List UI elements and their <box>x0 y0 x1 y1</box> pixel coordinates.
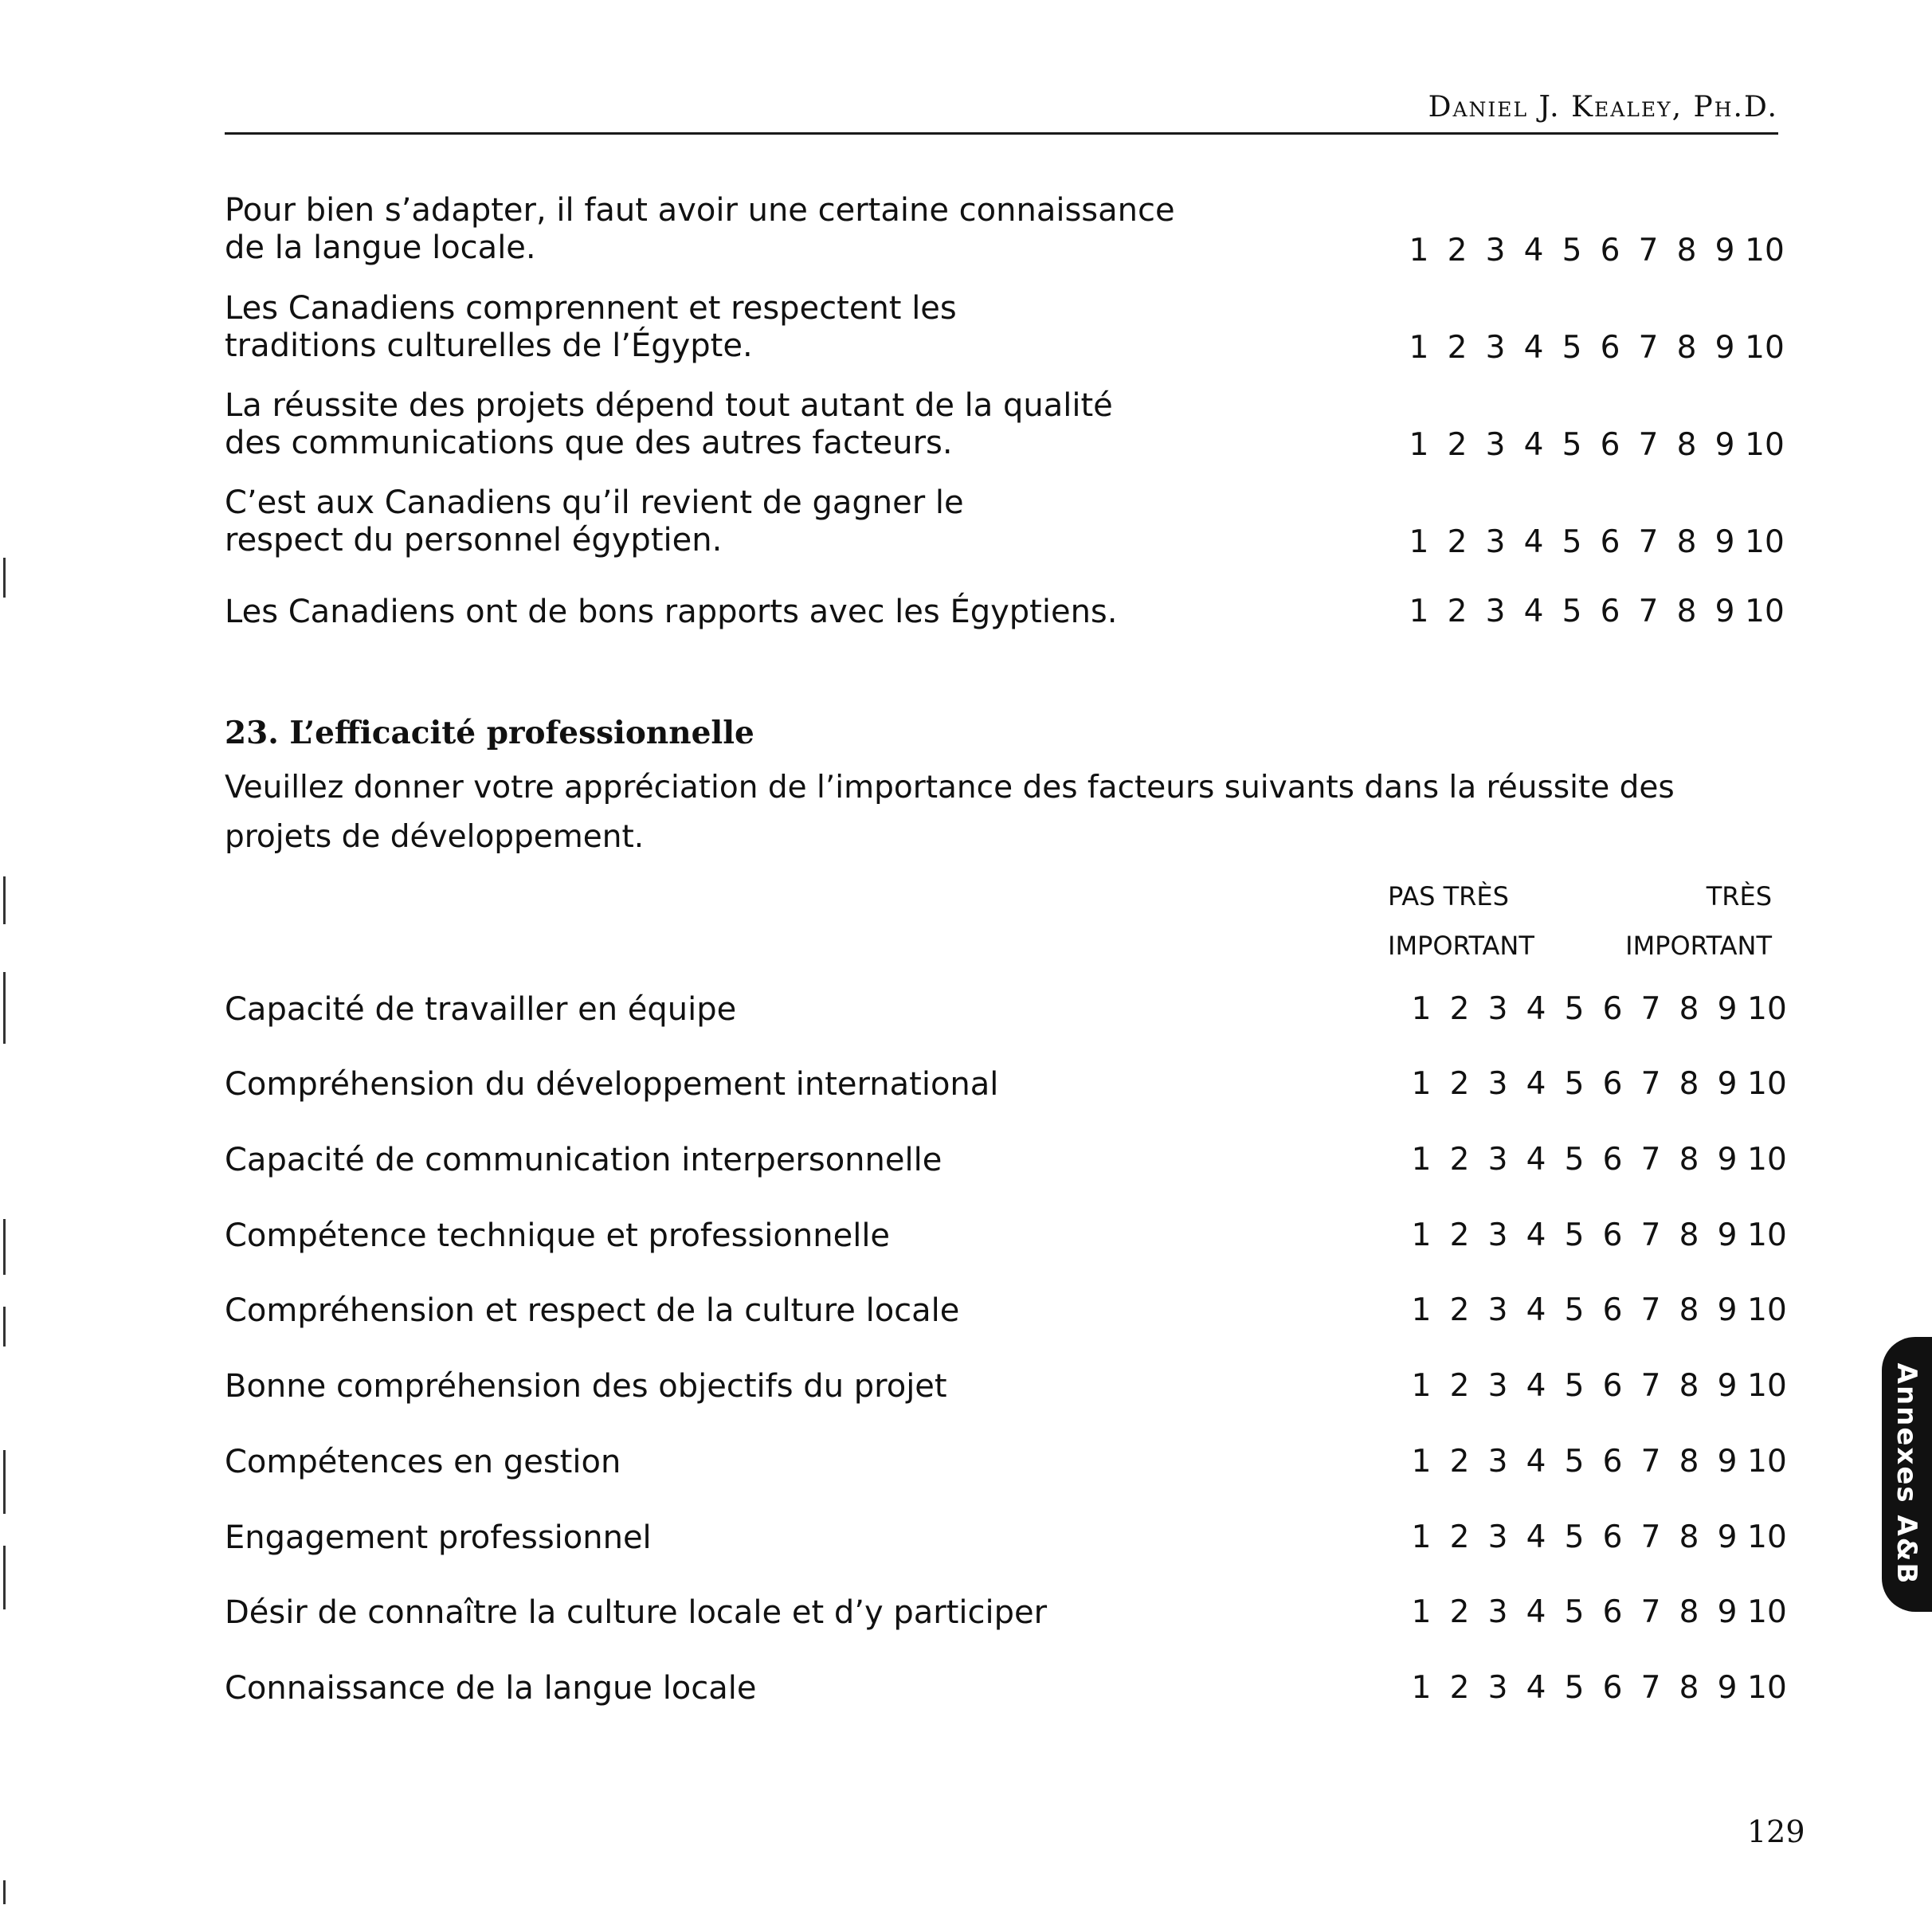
scale-value[interactable]: 3 <box>1487 1444 1508 1480</box>
scale-value[interactable]: 5 <box>1564 991 1585 1027</box>
scale-value[interactable]: 6 <box>1602 1066 1623 1102</box>
author-name: Daniel J. Kealey, Ph.D. <box>1428 91 1778 123</box>
scale-value[interactable]: 5 <box>1564 1368 1585 1404</box>
scale-value[interactable]: 9 <box>1717 1217 1738 1253</box>
rating-scale <box>1400 233 1785 269</box>
scale-value[interactable]: 9 <box>1717 1292 1738 1328</box>
scale-value[interactable]: 8 <box>1679 1066 1699 1102</box>
factor-4: Compétence technique et professionnelle <box>225 1217 891 1254</box>
scale-value[interactable]: 1 <box>1409 427 1429 463</box>
scale-value[interactable]: 10 <box>1747 1444 1787 1480</box>
margin-mark <box>3 1219 6 1275</box>
scale-value[interactable]: 1 <box>1411 1142 1432 1178</box>
rating-scale <box>1402 1142 1788 1178</box>
factor-10: Connaissance de la langue locale <box>225 1670 757 1707</box>
scale-value[interactable]: 2 <box>1447 427 1468 463</box>
scale-value[interactable]: 9 <box>1715 427 1735 463</box>
scale-value[interactable]: 10 <box>1747 1670 1787 1706</box>
scale-value[interactable]: 8 <box>1676 330 1697 366</box>
scale-value[interactable]: 3 <box>1485 524 1506 560</box>
scale-value[interactable]: 8 <box>1676 427 1697 463</box>
scale-value[interactable]: 10 <box>1747 991 1787 1027</box>
side-tab-label: Annexes A&B <box>1891 1362 1922 1586</box>
scale-value[interactable]: 3 <box>1485 594 1506 629</box>
scale-value[interactable]: 6 <box>1602 1292 1623 1328</box>
scale-value[interactable]: 4 <box>1523 594 1544 629</box>
scale-value[interactable]: 6 <box>1602 1594 1623 1630</box>
statement-line: C’est aux Canadiens qu’il revient de gagner le <box>225 484 964 521</box>
scale-value[interactable]: 3 <box>1487 1594 1508 1630</box>
rating-scale <box>1402 1292 1788 1329</box>
rating-scale <box>1402 1594 1788 1631</box>
rating-scale <box>1402 1368 1788 1405</box>
rating-scale <box>1402 991 1788 1028</box>
scale-value[interactable]: 7 <box>1640 1519 1661 1555</box>
scale-value[interactable]: 9 <box>1717 1594 1738 1630</box>
scale-value[interactable]: 1 <box>1411 991 1432 1027</box>
scale-value[interactable]: 3 <box>1485 233 1506 269</box>
scale-value[interactable]: 1 <box>1411 1444 1432 1480</box>
rating-scale <box>1400 594 1785 630</box>
statement-4 <box>225 484 964 559</box>
scale-value[interactable]: 7 <box>1638 233 1659 269</box>
margin-mark <box>3 1546 6 1609</box>
scale-value[interactable]: 8 <box>1679 1594 1699 1630</box>
rating-scale <box>1402 1519 1788 1556</box>
scale-value[interactable]: 9 <box>1715 594 1735 629</box>
scale-value[interactable]: 8 <box>1679 1670 1699 1706</box>
scale-value[interactable]: 8 <box>1676 594 1697 629</box>
scale-value[interactable]: 3 <box>1487 991 1508 1027</box>
scale-value[interactable]: 2 <box>1449 1670 1470 1706</box>
scale-value[interactable]: 6 <box>1602 991 1623 1027</box>
scale-value[interactable]: 2 <box>1447 524 1468 560</box>
scale-value[interactable]: 7 <box>1638 524 1659 560</box>
scale-value[interactable]: 2 <box>1449 1444 1470 1480</box>
scale-value[interactable]: 5 <box>1564 1066 1585 1102</box>
scale-value[interactable]: 4 <box>1526 1444 1546 1480</box>
scale-value[interactable]: 9 <box>1717 1670 1738 1706</box>
scale-value[interactable]: 6 <box>1602 1368 1623 1404</box>
rating-scale <box>1402 1066 1788 1103</box>
scale-value[interactable]: 7 <box>1640 1292 1661 1328</box>
margin-mark <box>3 1450 6 1514</box>
factor-3: Capacité de communication interpersonnelle <box>225 1142 942 1178</box>
scale-value[interactable]: 10 <box>1745 330 1785 366</box>
scale-value[interactable]: 10 <box>1747 1066 1787 1102</box>
margin-mark <box>3 1307 6 1346</box>
factor-8: Engagement professionnel <box>225 1519 652 1556</box>
scale-value[interactable]: 2 <box>1449 1594 1470 1630</box>
scale-value[interactable]: 3 <box>1487 1292 1508 1328</box>
page-number: 129 <box>1747 1814 1805 1849</box>
scale-value[interactable]: 10 <box>1747 1292 1787 1328</box>
scale-value[interactable]: 3 <box>1487 1519 1508 1555</box>
statement-line: La réussite des projets dépend tout autant de la qualité <box>225 387 1113 424</box>
scale-value[interactable]: 7 <box>1640 1670 1661 1706</box>
scale-value[interactable]: 4 <box>1526 1292 1546 1328</box>
scale-value[interactable]: 8 <box>1676 233 1697 269</box>
factor-6: Bonne compréhension des objectifs du projet <box>225 1368 947 1405</box>
scale-value[interactable]: 8 <box>1676 524 1697 560</box>
section-title: 23. L’efficacité professionnelle <box>225 715 754 751</box>
scale-value[interactable]: 8 <box>1679 1519 1699 1555</box>
scale-value[interactable]: 4 <box>1526 1142 1546 1178</box>
scale-value[interactable]: 3 <box>1487 1142 1508 1178</box>
scale-value[interactable]: 10 <box>1747 1368 1787 1404</box>
scale-value[interactable]: 5 <box>1564 1292 1585 1328</box>
scale-value[interactable]: 4 <box>1526 1594 1546 1630</box>
statement-2 <box>225 290 957 365</box>
scale-value[interactable]: 4 <box>1526 991 1546 1027</box>
scale-value[interactable]: 3 <box>1487 1368 1508 1404</box>
scale-value[interactable]: 7 <box>1640 1066 1661 1102</box>
scale-value[interactable]: 9 <box>1715 524 1735 560</box>
scale-value[interactable]: 7 <box>1640 1444 1661 1480</box>
scale-value[interactable]: 6 <box>1602 1444 1623 1480</box>
scale-value[interactable]: 8 <box>1679 991 1699 1027</box>
scale-value[interactable]: 9 <box>1717 1444 1738 1480</box>
scale-value[interactable]: 5 <box>1562 427 1582 463</box>
section-instructions: Veuillez donner votre appréciation de l’importance des facteurs suivants dans la réussite des projets de développement. <box>225 770 1675 855</box>
factor-2: Compréhension du développement international <box>225 1066 999 1103</box>
scale-value[interactable]: 3 <box>1485 427 1506 463</box>
scale-value[interactable]: 2 <box>1449 1368 1470 1404</box>
scale-value[interactable]: 5 <box>1562 594 1582 629</box>
scale-value[interactable]: 10 <box>1745 427 1785 463</box>
rating-scale <box>1400 524 1785 561</box>
scale-value[interactable]: 5 <box>1562 524 1582 560</box>
scale-high-caption <box>1620 872 1772 970</box>
scale-value[interactable]: 9 <box>1717 1368 1738 1404</box>
scale-value[interactable]: 10 <box>1747 1217 1787 1253</box>
scale-value[interactable]: 1 <box>1409 330 1429 366</box>
statement-5 <box>225 594 1118 631</box>
statement-line: Pour bien s’adapter, il faut avoir une certaine connaissance <box>225 192 1175 229</box>
scale-value[interactable]: 6 <box>1600 233 1620 269</box>
scale-high-line: TRÈS <box>1706 881 1772 911</box>
scale-value[interactable]: 4 <box>1526 1066 1546 1102</box>
factor-1: Capacité de travailler en équipe <box>225 991 737 1028</box>
scale-value[interactable]: 2 <box>1449 1519 1470 1555</box>
scale-value[interactable]: 2 <box>1449 1066 1470 1102</box>
scale-value[interactable]: 10 <box>1745 594 1785 629</box>
scale-value[interactable]: 7 <box>1640 1217 1661 1253</box>
page-header <box>225 86 1778 135</box>
scale-value[interactable]: 9 <box>1717 1142 1738 1178</box>
scale-low-line: IMPORTANT <box>1388 931 1534 961</box>
margin-mark <box>3 876 6 924</box>
statement-line: traditions culturelles de l’Égypte. <box>225 327 753 364</box>
scale-value[interactable]: 2 <box>1449 1292 1470 1328</box>
scale-value[interactable]: 10 <box>1745 233 1785 269</box>
scale-value[interactable]: 4 <box>1526 1368 1546 1404</box>
scale-value[interactable]: 6 <box>1600 427 1620 463</box>
scale-low-caption <box>1388 872 1534 970</box>
scale-value[interactable]: 6 <box>1602 1519 1623 1555</box>
scale-value[interactable]: 2 <box>1447 233 1468 269</box>
scale-high-line: IMPORTANT <box>1625 931 1772 961</box>
scale-value[interactable]: 2 <box>1447 330 1468 366</box>
factor-7: Compétences en gestion <box>225 1444 621 1480</box>
scale-value[interactable]: 1 <box>1409 594 1429 629</box>
scale-value[interactable]: 1 <box>1411 1670 1432 1706</box>
scale-value[interactable]: 1 <box>1411 1292 1432 1328</box>
margin-mark <box>3 1880 6 1904</box>
scale-value[interactable]: 7 <box>1640 1594 1661 1630</box>
scale-value[interactable]: 9 <box>1717 1066 1738 1102</box>
scale-value[interactable]: 7 <box>1638 330 1659 366</box>
scale-value[interactable]: 5 <box>1564 1670 1585 1706</box>
section-side-tab[interactable] <box>1882 1337 1932 1612</box>
scale-value[interactable]: 5 <box>1564 1594 1585 1630</box>
scale-value[interactable]: 2 <box>1449 1217 1470 1253</box>
scale-value[interactable]: 5 <box>1562 233 1582 269</box>
scale-value[interactable]: 10 <box>1747 1594 1787 1630</box>
scale-value[interactable]: 6 <box>1602 1142 1623 1178</box>
scale-value[interactable]: 7 <box>1640 991 1661 1027</box>
scale-value[interactable]: 4 <box>1526 1519 1546 1555</box>
scale-value[interactable]: 1 <box>1411 1066 1432 1102</box>
rating-scale <box>1400 330 1785 367</box>
scale-value[interactable]: 4 <box>1526 1670 1546 1706</box>
scale-value[interactable]: 5 <box>1564 1519 1585 1555</box>
scale-value[interactable]: 9 <box>1717 991 1738 1027</box>
scale-value[interactable]: 1 <box>1411 1594 1432 1630</box>
scale-value[interactable]: 8 <box>1679 1217 1699 1253</box>
scale-low-line: PAS TRÈS <box>1388 881 1509 911</box>
scale-value[interactable]: 10 <box>1745 524 1785 560</box>
scale-value[interactable]: 3 <box>1487 1066 1508 1102</box>
rating-scale <box>1402 1444 1788 1480</box>
scale-value[interactable]: 8 <box>1679 1444 1699 1480</box>
scale-value[interactable]: 3 <box>1487 1217 1508 1253</box>
scale-value[interactable]: 8 <box>1679 1292 1699 1328</box>
scale-value[interactable]: 1 <box>1409 233 1429 269</box>
rating-scale <box>1402 1670 1788 1707</box>
rating-scale <box>1400 427 1785 464</box>
scale-value[interactable]: 7 <box>1640 1142 1661 1178</box>
scale-value[interactable]: 5 <box>1562 330 1582 366</box>
scale-value[interactable]: 2 <box>1449 991 1470 1027</box>
scale-value[interactable]: 7 <box>1640 1368 1661 1404</box>
scale-value[interactable]: 5 <box>1564 1444 1585 1480</box>
statement-3 <box>225 387 1113 462</box>
scale-value[interactable]: 6 <box>1602 1670 1623 1706</box>
scale-value[interactable]: 3 <box>1487 1670 1508 1706</box>
margin-mark <box>3 972 6 1044</box>
scale-value[interactable]: 1 <box>1411 1368 1432 1404</box>
statement-line: Les Canadiens ont de bons rapports avec les Égyptiens. <box>225 594 1118 630</box>
factor-5: Compréhension et respect de la culture locale <box>225 1292 960 1329</box>
scale-value[interactable]: 4 <box>1523 233 1544 269</box>
scale-value[interactable]: 4 <box>1523 330 1544 366</box>
scale-value[interactable]: 5 <box>1564 1142 1585 1178</box>
scale-value[interactable]: 8 <box>1679 1142 1699 1178</box>
scale-value[interactable]: 6 <box>1602 1217 1623 1253</box>
scale-value[interactable]: 10 <box>1747 1142 1787 1178</box>
scale-value[interactable]: 4 <box>1523 524 1544 560</box>
statement-line: respect du personnel égyptien. <box>225 522 723 559</box>
statement-line: de la langue locale. <box>225 229 536 266</box>
scale-value[interactable]: 1 <box>1411 1217 1432 1253</box>
statement-1 <box>225 192 1175 267</box>
scale-value[interactable]: 6 <box>1600 330 1620 366</box>
scale-value[interactable]: 2 <box>1447 594 1468 629</box>
statement-line: des communications que des autres facteurs. <box>225 425 953 461</box>
margin-mark <box>3 558 6 598</box>
scale-value[interactable]: 2 <box>1449 1142 1470 1178</box>
scale-value[interactable]: 5 <box>1564 1217 1585 1253</box>
scale-value[interactable]: 8 <box>1679 1368 1699 1404</box>
scale-value[interactable]: 9 <box>1715 330 1735 366</box>
statement-line: Les Canadiens comprennent et respectent les <box>225 290 957 327</box>
scale-value[interactable]: 9 <box>1715 233 1735 269</box>
factor-9: Désir de connaître la culture locale et d’y participer <box>225 1594 1048 1631</box>
scale-value[interactable]: 6 <box>1600 524 1620 560</box>
rating-scale <box>1402 1217 1788 1254</box>
scale-value[interactable]: 1 <box>1409 524 1429 560</box>
scale-value[interactable]: 7 <box>1638 427 1659 463</box>
scale-value[interactable]: 4 <box>1526 1217 1546 1253</box>
scale-value[interactable]: 7 <box>1638 594 1659 629</box>
scale-value[interactable]: 1 <box>1411 1519 1432 1555</box>
scale-value[interactable]: 3 <box>1485 330 1506 366</box>
scale-value[interactable]: 6 <box>1600 594 1620 629</box>
scale-value[interactable]: 10 <box>1747 1519 1787 1555</box>
scale-value[interactable]: 4 <box>1523 427 1544 463</box>
scale-value[interactable]: 9 <box>1717 1519 1738 1555</box>
